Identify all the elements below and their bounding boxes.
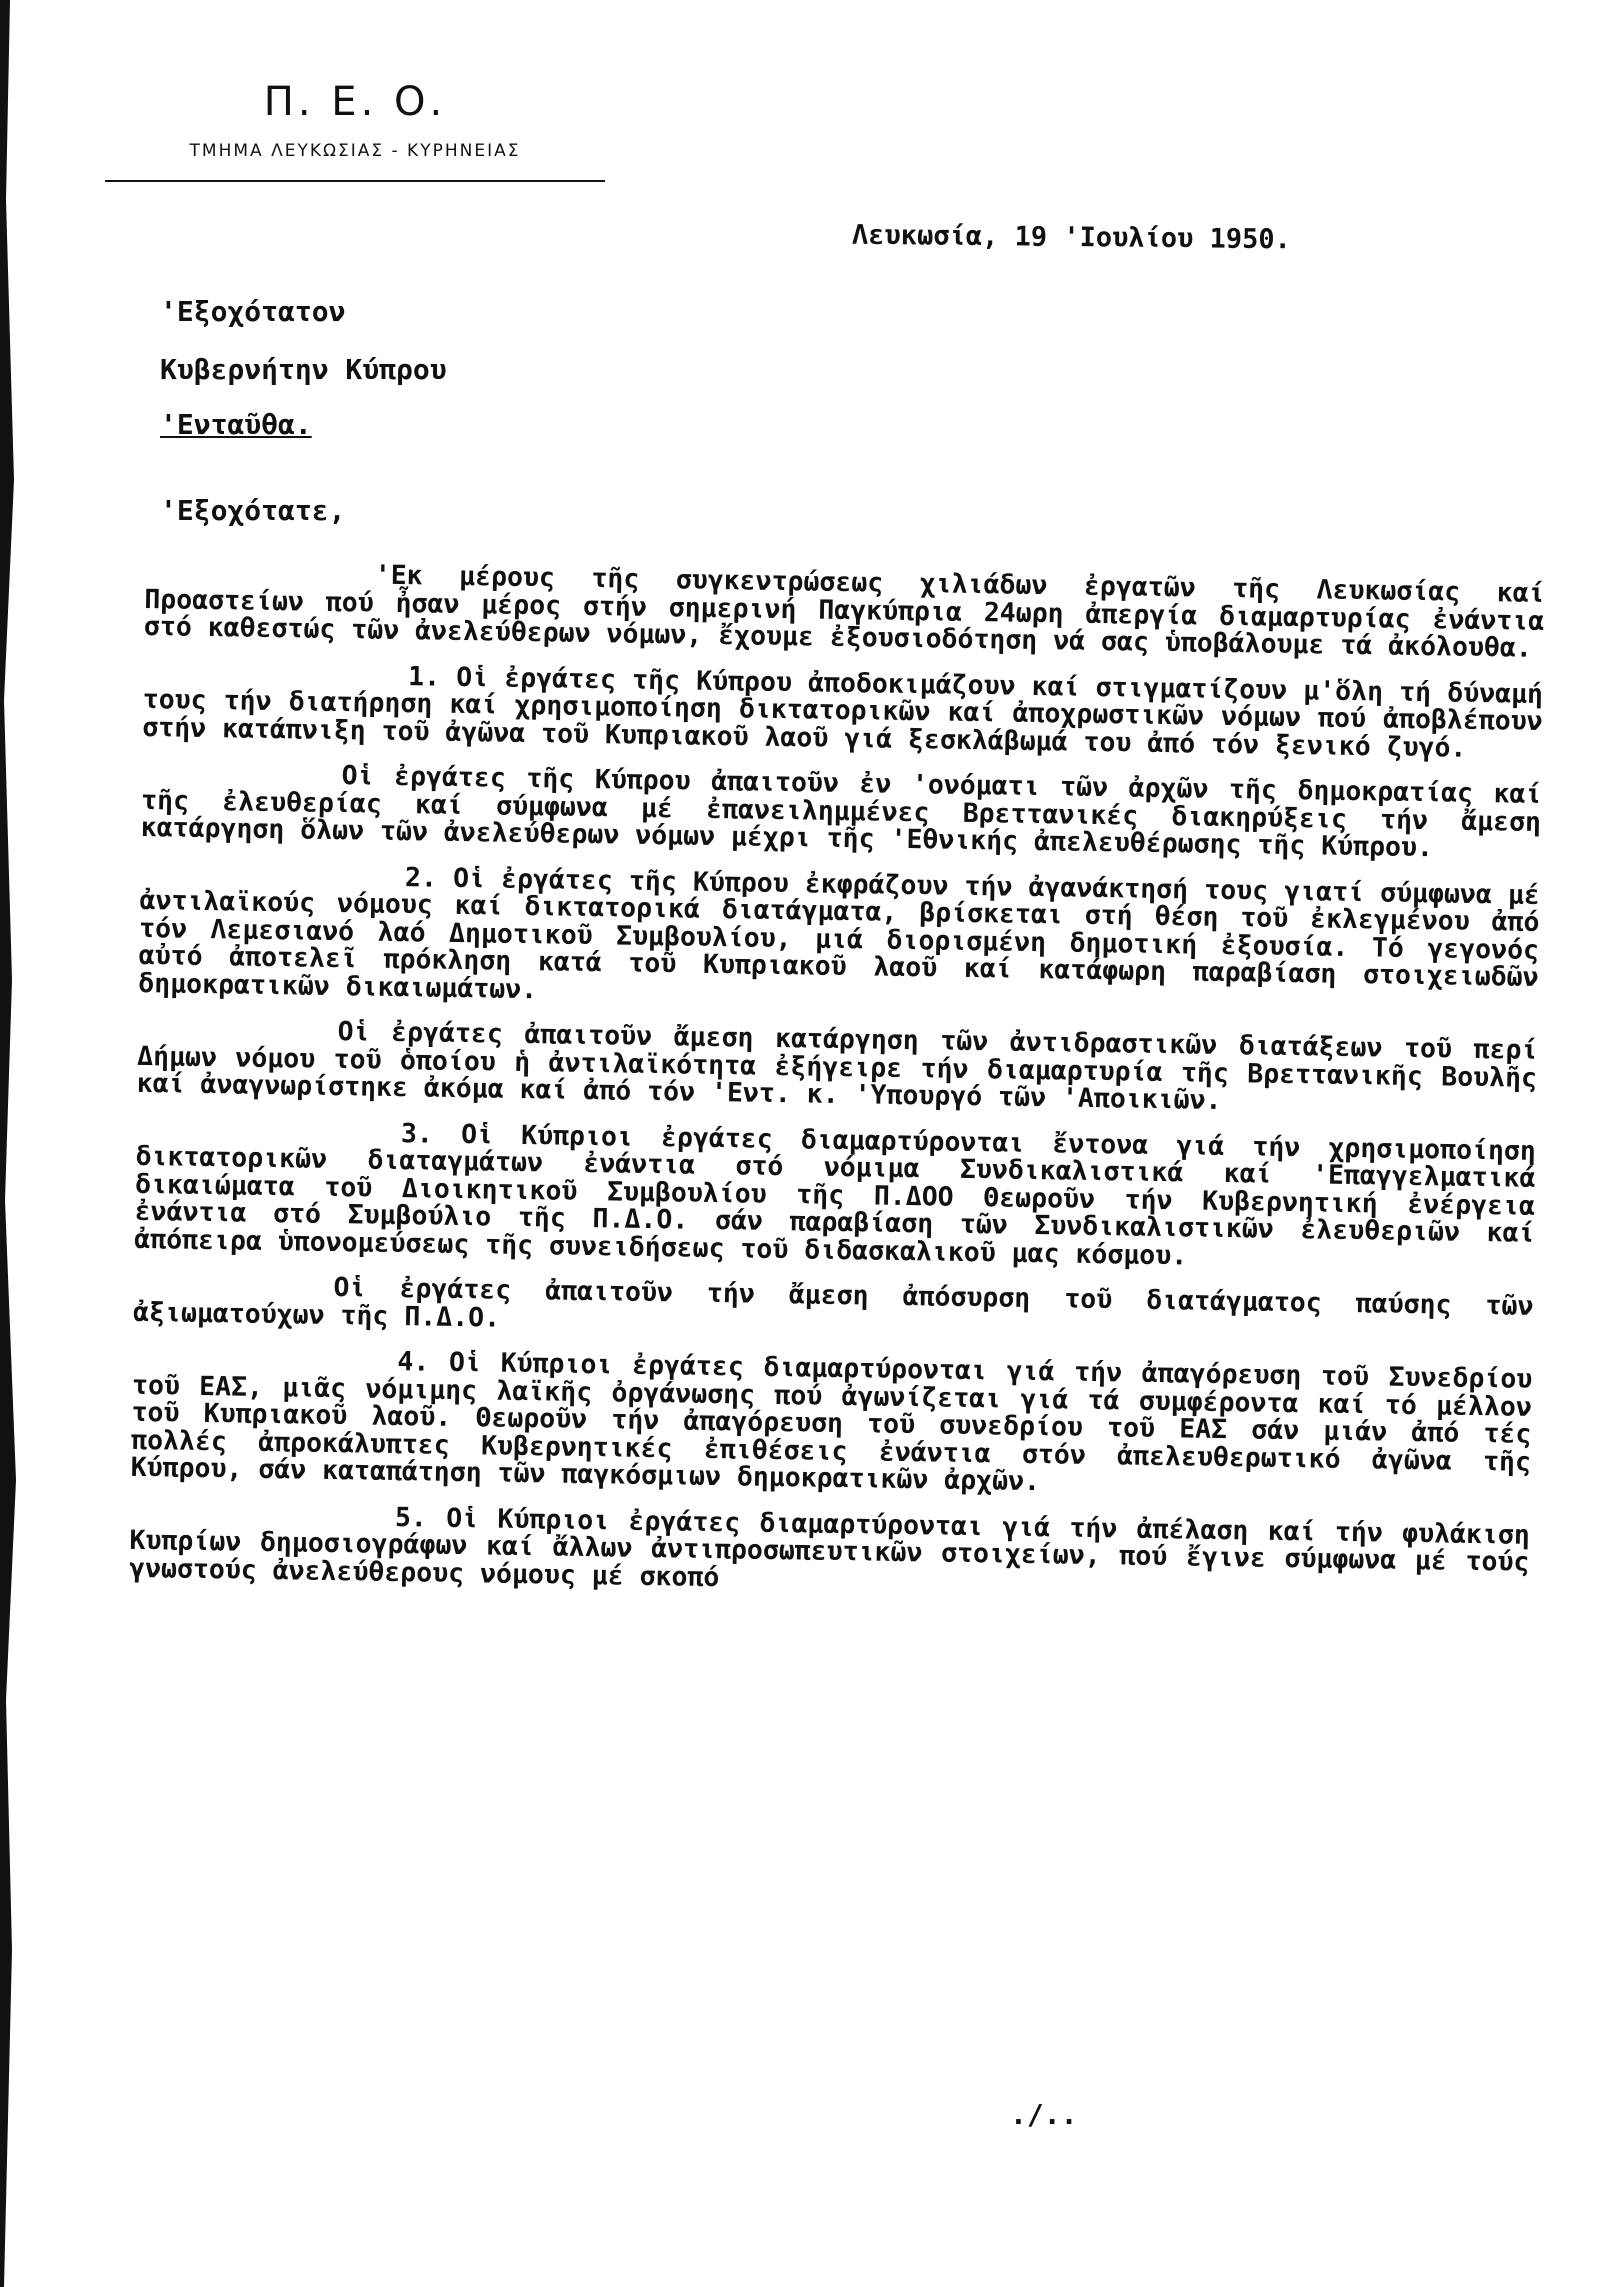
paragraph-2: 2. Οἱ ἐργάτες τῆς Κύπρου ἐκφράζουν τήν ἀγανάκτησή τους γιατί σύμφωνα μέ ἀντιλαϊκούς νόμους καί δικτατορικά διατάγματα, βρίσκεται στή θέση τοῦ ἐκλεγμένου ἀπό τόν Λεμεσιανό λαό Δημοτικοῦ Συμβουλίου, μιά διορισμένη δημοτική ἐξουσία. Τό γεγονός αὐτό ἀποτελεῖ πρόκληση κατά τοῦ Κυπριακοῦ λαοῦ καί κατάφωρη παραβίαση στοιχειωδῶν δημοκρατικῶν δικαιωμάτων.: [138, 861, 1541, 1005]
scan-edge-shadow: [0, 0, 40, 2287]
recipient-title: 'Εξοχότατον: [160, 295, 346, 328]
paragraph-5: 5. Οἱ Κύπριοι ἐργάτες διαμαρτύρονται γιά τήν ἀπέλαση καί τήν φυλάκιση Κυπρίων δημοσιογράφων καί ἄλλων ἀντιπροσωπευτικῶν στοιχείων, πού ἔγινε σύμφωνα μέ τούς γνωστούς ἀνελεύθερους νόμους μέ σκοπό: [128, 1501, 1531, 1593]
recipient-name: Κυβερνήτην Κύπρου: [160, 353, 447, 386]
salutation: 'Εξοχότατε,: [160, 494, 346, 527]
paragraph-3-demand: Οἱ ἐργάτες ἀπαιτοῦν τήν ἄμεση ἀπόσυρση τοῦ διατάγματος παύσης τῶν ἀξιωματούχων τῆς Π.Δ.Ο.: [132, 1272, 1534, 1334]
letterhead: [105, 78, 605, 182]
paragraph-2-demand: Οἱ ἐργάτες ἀπαιτοῦν ἄμεση κατάργηση τῶν ἀντιδραστικῶν διατάξεων τοῦ περί Δήμων νόμου τοῦ ὁποίου ἡ ἀντιλαϊκότητα ἐξήγειρε τήν διαμαρτυρία τῆς Βρεττανικῆς Βουλῆς καί ἀναγνωρίστηκε ἀκόμα καί ἀπό τόν 'Εντ. κ. 'Υπουργό τῶν 'Αποικιῶν.: [136, 1016, 1538, 1116]
letter-body: [129, 558, 1545, 1622]
paragraph-intro: 'Εκ μέρους τῆς συγκεντρώσεως χιλιάδων ἐργατῶν τῆς Λευκωσίας καί Προαστείων πού ἦσαν μέρος στήν σημερινή Παγκύπρια 24ωρη ἀπεργία διαμαρτυρίας ἐνάντια στό καθεστώς τῶν ἀνελεύθερων νόμων, ἔχουμε ἐξουσιοδότηση νά σας ὑποβάλουμε τά ἀκόλουθα.: [143, 559, 1545, 664]
branch-name: ΤΜΗΜΑ ΛΕΥΚΩΣΙΑΣ - ΚΥΡΗΝΕΙΑΣ: [189, 141, 521, 161]
paragraph-4: 4. Οἱ Κύπριοι ἐργάτες διαμαρτύρονται γιά τήν ἀπαγόρευση τοῦ Συνεδρίου τοῦ ΕΑΣ, μιᾶς νόμιμης λαϊκῆς ὀργάνωσης πού ἀγωνίζεται γιά τά συμφέροντα καί τό μέλλον τοῦ Κυπριακοῦ λαοῦ. Θεωροῦν τήν ἀπαγόρευση τοῦ συνεδρίου τοῦ ΕΑΣ σάν μιάν ἀπό τές πολλές ἀπροκάλυπτες Κυβερνητικές ἐπιθέσεις ἐνάντια στόν ἀπελευθερωτικό ἀγῶνα τῆς Κύπρου, σάν καταπάτηση τῶν παγκόσμιων δημοκρατικῶν ἀρχῶν.: [130, 1346, 1533, 1498]
paragraph-1-demand: Οἱ ἐργάτες τῆς Κύπρου ἀπαιτοῦν ἐν 'ονόματι τῶν ἀρχῶν τῆς δημοκρατίας καί τῆς ἐλευθερίας καί σύμφωνα μέ ἐπανειλημμένες Βρεττανικές διακηρύξεις τήν ἄμεση κατάργηση ὅλων τῶν ἀνελεύθερων νόμων μέχρι τῆς 'Εθνικής ἀπελευθέρωσης τῆς Κύπρου.: [140, 760, 1542, 864]
organization-name: Π. Ε. Ο.: [263, 79, 447, 125]
letter-date: Λευκωσία, 19 'Ιουλίου 1950.: [851, 219, 1292, 256]
letterhead-rule: [105, 180, 605, 182]
paragraph-1: 1. Οἱ ἐργάτες τῆς Κύπρου ἀποδοκιμάζουν καί στιγματίζουν μ'ὅλη τή δύναμή τους τήν διατήρηση καί χρησιμοποίηση δικτατορικῶν καί ἀποχρωστικῶν νόμων πού ἀποβλέπουν στήν κατάπνιξη τοῦ ἀγῶνα τοῦ Κυπριακοῦ λαοῦ γιά ξεσκλάβωμά του ἀπό τόν ξενικό ζυγό.: [142, 660, 1544, 764]
paragraph-3: 3. Οἱ Κύπριοι ἐργάτες διαμαρτύρονται ἔντονα γιά τήν χρησιμοποίηση δικτατορικῶν διαταγμάτων ἐνάντια στό νόμιμα Συνδικαλιστικά καί 'Επαγγελματικά δικαιώματα τοῦ Διοικητικοῦ Συμβουλίου τῆς Π.ΔΟΟ Θεωροῦν τήν Κυβερνητική ἐνέργεια ἐνάντια στό Συμβούλιο τῆς Π.Δ.Ο. σάν παραβίαση τῶν Συνδικαλιστικῶν ἐλευθεριῶν καί ἀπόπειρα ὑπονομεύσεως τῆς συνειδήσεως τοῦ διδασκαλικοῦ μας κόσμου.: [134, 1117, 1537, 1271]
recipient-location: 'Ενταῦθα.: [160, 408, 312, 441]
continuation-mark: ./..: [1010, 2098, 1078, 2131]
